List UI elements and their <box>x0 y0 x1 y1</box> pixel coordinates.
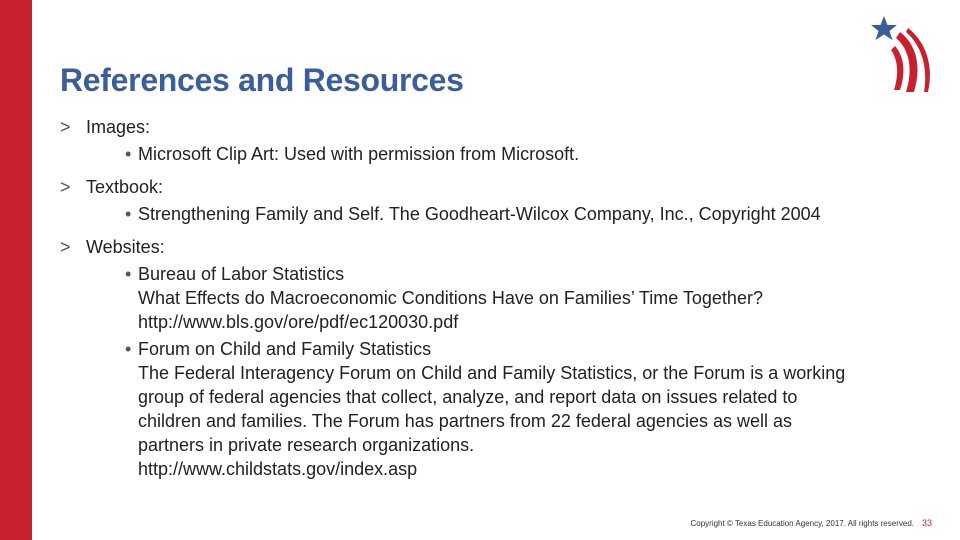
section-websites <box>60 235 920 481</box>
list-item-text: Forum on Child and Family Statistics The Federal Interagency Forum on Child and Family Statistics, or the Forum is a working group of federal agencies that collect, analyze, and report data on issues related to children and families. The Forum has partners from 22 federal agencies as well as partners in private research organizations. http://www.childstats.gov/index.asp <box>138 339 846 479</box>
section-heading: Websites: <box>86 237 165 257</box>
list-item <box>86 337 920 481</box>
copyright-text: Copyright © Texas Education Agency, 2017. All rights reserved. <box>690 519 914 528</box>
section-heading: Textbook: <box>86 177 164 197</box>
bullet-icon: • <box>125 204 132 224</box>
list-item-text: Strengthening Family and Self. The Goodheart-Wilcox Company, Inc., Copyright 2004 <box>138 204 821 224</box>
list-item <box>86 202 920 226</box>
chevron-right-icon: > <box>60 237 71 257</box>
bullet-icon: • <box>125 264 132 284</box>
bullet-icon: • <box>125 144 132 164</box>
chevron-right-icon: > <box>60 177 71 197</box>
list-item-text: Bureau of Labor Statistics What Effects do Macroeconomic Conditions Have on Families’ Time Together? http://www.bls.gov/ore/pdf/ec120030.pdf <box>138 264 763 332</box>
chevron-right-icon: > <box>60 117 71 137</box>
page-number: 33 <box>921 518 932 528</box>
list-item <box>86 142 920 166</box>
footer <box>690 518 932 528</box>
page-title: References and Resources <box>60 62 464 98</box>
section-heading: Images: <box>86 117 151 137</box>
section-images <box>60 115 920 166</box>
list-item-text: Microsoft Clip Art: Used with permission from Microsoft. <box>138 144 580 164</box>
references-content <box>60 115 920 481</box>
list-item <box>86 262 920 334</box>
star-flag-logo-icon <box>868 14 934 96</box>
left-accent-bar <box>0 0 32 540</box>
bullet-icon: • <box>125 339 132 359</box>
section-textbook <box>60 175 920 226</box>
